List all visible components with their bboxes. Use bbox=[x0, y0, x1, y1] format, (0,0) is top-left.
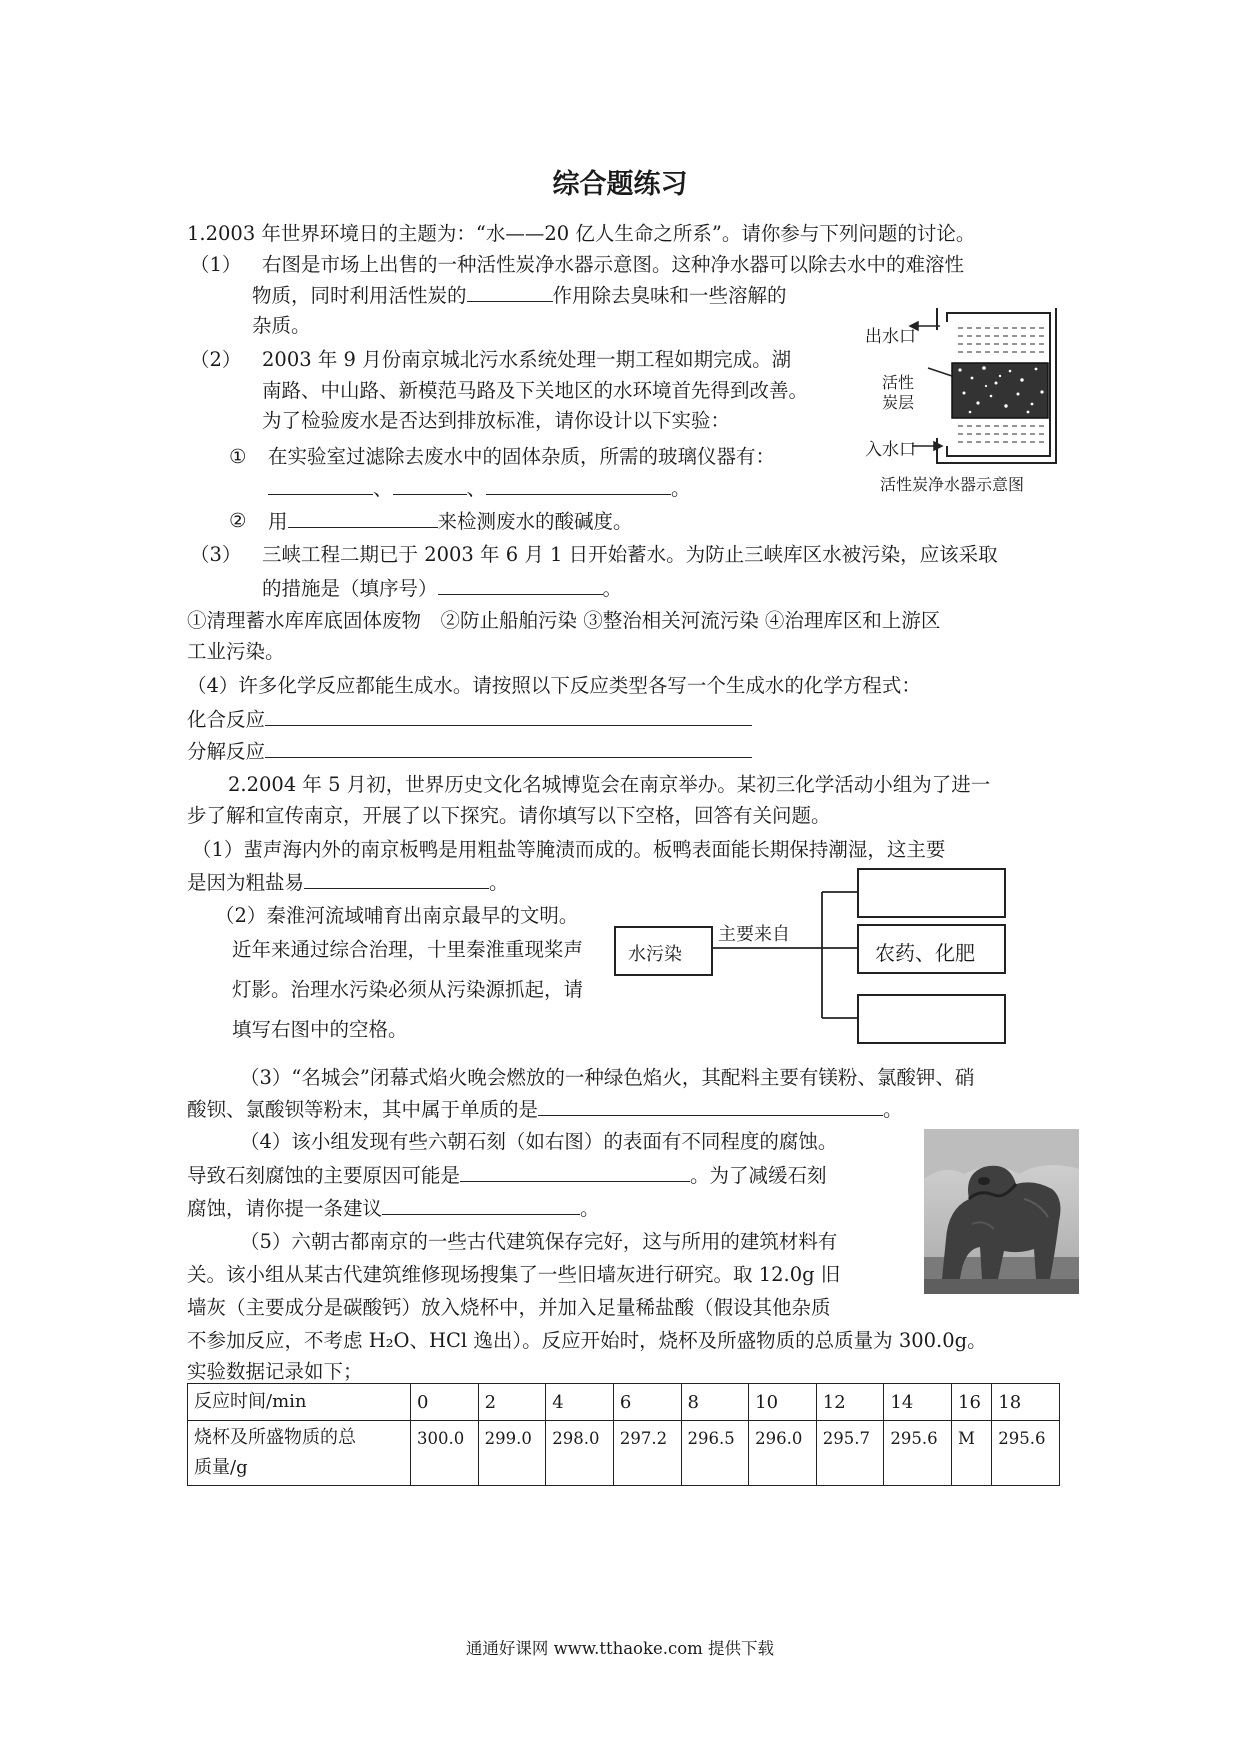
carbon-layer bbox=[952, 363, 1048, 418]
pollution-cause-box-top[interactable] bbox=[857, 868, 1006, 918]
q2-part5-line4: 不参加反应，不考虑 H₂O、HCl 逸出）。反应开始时，烧杯及所盛物质的总质量为 300.0g。 bbox=[187, 1329, 987, 1352]
table-header-mass-line1: 烧杯及所盛物质的总 bbox=[194, 1427, 356, 1448]
pollution-cause-box-middle bbox=[857, 924, 1006, 974]
q1-part2-number: （2） bbox=[190, 348, 242, 371]
q2-part2-line4: 填写右图中的空格。 bbox=[232, 1018, 408, 1041]
table-cell-time: 8 bbox=[681, 1384, 749, 1421]
q1-part4-label-b: 分解反应 bbox=[187, 740, 266, 763]
period: 。 bbox=[602, 577, 623, 600]
stone-carving-photo bbox=[924, 1129, 1079, 1294]
q2-part2-line3: 灯影。治理水污染必须从污染源抓起，请 bbox=[232, 978, 584, 1001]
q2-part1-line1: （1）蜚声海内外的南京板鸭是用粗盐等腌渍而成的。板鸭表面能长期保持潮湿，这主要 bbox=[192, 838, 946, 861]
period: 。 bbox=[489, 871, 509, 894]
q2-part2-line1: （2）秦淮河流域哺育出南京最早的文明。 bbox=[215, 904, 579, 927]
pollution-source-box bbox=[614, 926, 713, 976]
q1-sub2-text-b: 来检测废水的酸碱度。 bbox=[437, 510, 633, 533]
period: 。 bbox=[580, 1197, 600, 1220]
answer-blank-combination-equation[interactable] bbox=[265, 705, 752, 726]
q1-sub1-blanks bbox=[268, 474, 691, 503]
table-cell-mass: M bbox=[952, 1421, 992, 1486]
q1-sub2-number: ② bbox=[229, 509, 247, 532]
table-row-time bbox=[188, 1384, 1060, 1421]
answer-blank-ph-method[interactable] bbox=[288, 507, 438, 528]
stone-carving-image bbox=[924, 1129, 1079, 1294]
table-header-mass-line2: 质量/g bbox=[194, 1457, 248, 1478]
period: 。 bbox=[671, 477, 691, 500]
q2-part4-line1: （4）该小组发现有些六朝石刻（如右图）的表面有不同程度的腐蚀。 bbox=[240, 1130, 838, 1153]
table-cell-mass: 296.5 bbox=[681, 1421, 749, 1486]
q1-sub2-text-a: 用 bbox=[268, 510, 288, 533]
water-filter-figure bbox=[860, 308, 1060, 498]
table-cell-time: 18 bbox=[992, 1384, 1060, 1421]
table-cell-time: 14 bbox=[884, 1384, 952, 1421]
pollution-cause-box-bottom[interactable] bbox=[857, 994, 1006, 1044]
filter-layer-label-1: 活性 bbox=[882, 373, 915, 392]
q2-intro-line2: 步了解和宣传南京，开展了以下探究。请你填写以下空格，回答有关问题。 bbox=[187, 804, 831, 827]
table-row-mass bbox=[188, 1421, 1060, 1486]
q1-sub2-line bbox=[268, 507, 633, 536]
answer-blank-deliquescence[interactable] bbox=[304, 868, 489, 889]
q1-part4-line1: （4）许多化学反应都能生成水。请按照以下反应类型各写一个生成水的化学方程式： bbox=[187, 674, 921, 697]
filter-inlet-label: 入水口 bbox=[865, 440, 916, 460]
q1-part1-number: （1） bbox=[190, 253, 242, 276]
pollution-cause-middle-label: 农药、化肥 bbox=[875, 941, 975, 965]
answer-blank-element[interactable] bbox=[538, 1095, 883, 1116]
filter-layer-label-2: 炭层 bbox=[882, 393, 915, 412]
q2-part4-text-b: 。为了减缓石刻 bbox=[690, 1164, 827, 1187]
q2-part5-line3: 墙灰（主要成分是碳酸钙）放入烧杯中，并加入足量稀盐酸（假设其他杂质 bbox=[187, 1296, 831, 1319]
pollution-source-label: 水污染 bbox=[628, 944, 682, 965]
q1-part1-line3: 杂质。 bbox=[252, 314, 311, 337]
q2-part3-text-a: 酸钡、氯酸钡等粉末，其中属于单质的是 bbox=[187, 1098, 539, 1121]
q2-part1-line2 bbox=[187, 868, 509, 897]
page-title: 综合题练习 bbox=[552, 169, 688, 200]
q2-part3-line2 bbox=[187, 1095, 903, 1124]
separator: 、 bbox=[466, 477, 487, 500]
q1-part3-text-a: 的措施是（填序号） bbox=[262, 577, 438, 600]
answer-blank-glassware-1[interactable] bbox=[268, 474, 373, 495]
table-cell-time: 2 bbox=[478, 1384, 546, 1421]
table-cell-mass: 295.7 bbox=[816, 1421, 884, 1486]
page-footer: 通通好课网 www.tthaoke.com 提供下载 bbox=[465, 1639, 775, 1658]
q1-part4-combination bbox=[187, 705, 752, 734]
q2-part5-line2: 关。该小组从某古代建筑维修现场搜集了一些旧墙灰进行研究。取 12.0g 旧 bbox=[187, 1263, 841, 1286]
pollution-arrow-label: 主要来自 bbox=[718, 924, 790, 945]
table-cell-time: 0 bbox=[411, 1384, 479, 1421]
table-cell-time: 12 bbox=[816, 1384, 884, 1421]
q2-part4-line3 bbox=[187, 1194, 600, 1223]
table-cell-time: 6 bbox=[613, 1384, 681, 1421]
table-cell-mass: 295.6 bbox=[992, 1421, 1060, 1486]
q1-sub1-number: ① bbox=[229, 445, 247, 468]
table-cell-mass: 297.2 bbox=[613, 1421, 681, 1486]
answer-blank-suggestion[interactable] bbox=[382, 1194, 580, 1215]
table-header-mass bbox=[188, 1421, 411, 1486]
table-header-time: 反应时间/min bbox=[188, 1384, 411, 1421]
q2-part4-line2 bbox=[187, 1161, 827, 1190]
q2-part2-line2: 近年来通过综合治理，十里秦淮重现桨声 bbox=[232, 938, 584, 961]
q1-part2-line3: 为了检验废水是否达到排放标准，请你设计以下实验： bbox=[262, 409, 731, 432]
q1-part3-options-line1: ①清理蓄水库库底固体废物 ②防止船舶污染 ③整治相关河流污染 ④治理库区和上游区 bbox=[187, 609, 941, 632]
q1-part3-number: （3） bbox=[190, 543, 242, 566]
q1-part4-decomposition bbox=[187, 737, 752, 766]
q1-part2-line2: 南路、中山路、新模范马路及下关地区的水环境首先得到改善。 bbox=[262, 379, 809, 402]
answer-blank-adsorption[interactable] bbox=[467, 281, 553, 302]
q1-part1-text-b: 作用除去臭味和一些溶解的 bbox=[552, 284, 787, 307]
q2-part4-text-c: 腐蚀，请你提一条建议 bbox=[187, 1197, 383, 1220]
q2-part5-line1: （5）六朝古都南京的一些古代建筑保存完好，这与所用的建筑材料有 bbox=[240, 1230, 838, 1253]
q1-part3-line1: 三峡工程二期已于 2003 年 6 月 1 日开始蓄水。为防止三峡库区水被污染，应该采取 bbox=[262, 543, 998, 566]
answer-blank-corrosion-cause[interactable] bbox=[460, 1161, 690, 1182]
q1-part1-line2 bbox=[252, 281, 787, 310]
q1-part3-line2 bbox=[262, 574, 622, 603]
table-cell-mass: 296.0 bbox=[749, 1421, 817, 1486]
q1-sub1-text: 在实验室过滤除去废水中的固体杂质，所需的玻璃仪器有： bbox=[268, 445, 776, 468]
q1-part2-line1: 2003 年 9 月份南京城北污水系统处理一期工程如期完成。湖 bbox=[262, 348, 792, 371]
answer-blank-glassware-2[interactable] bbox=[393, 474, 467, 495]
q1-part1-line1: 右图是市场上出售的一种活性炭净水器示意图。这种净水器可以除去水中的难溶性 bbox=[262, 253, 965, 276]
table-cell-mass: 299.0 bbox=[478, 1421, 546, 1486]
separator: 、 bbox=[373, 477, 393, 500]
period: 。 bbox=[883, 1098, 903, 1121]
q2-part3-line1: （3）“名城会”闭幕式焰火晚会燃放的一种绿色焰火，其配料主要有镁粉、氯酸钾、硝 bbox=[240, 1066, 975, 1089]
table-cell-mass: 300.0 bbox=[411, 1421, 479, 1486]
table-cell-time: 16 bbox=[952, 1384, 992, 1421]
q1-part4-label-a: 化合反应 bbox=[187, 708, 266, 731]
q2-intro-line1: 2.2004 年 5 月初，世界历史文化名城博览会在南京举办。某初三化学活动小组为了进一 bbox=[228, 773, 991, 796]
q1-part1-text-a: 物质，同时利用活性炭的 bbox=[252, 284, 467, 307]
answer-blank-decomposition-equation[interactable] bbox=[265, 737, 752, 758]
experiment-data-table bbox=[187, 1383, 1060, 1486]
filter-outlet-label: 出水口 bbox=[865, 327, 916, 347]
table-cell-time: 10 bbox=[749, 1384, 817, 1421]
answer-blank-measures[interactable] bbox=[438, 574, 603, 595]
q2-part5-line5: 实验数据记录如下； bbox=[187, 1360, 363, 1383]
table-cell-time: 4 bbox=[546, 1384, 614, 1421]
answer-blank-glassware-3[interactable] bbox=[486, 474, 671, 495]
q1-intro: 1.2003 年世界环境日的主题为：“水——20 亿人生命之所系”。请你参与下列问题的讨论。 bbox=[187, 222, 976, 245]
table-cell-mass: 295.6 bbox=[884, 1421, 952, 1486]
q2-part1-text-a: 是因为粗盐易 bbox=[187, 871, 305, 894]
table-cell-mass: 298.0 bbox=[546, 1421, 614, 1486]
filter-caption: 活性炭净水器示意图 bbox=[880, 475, 1025, 494]
q1-part3-options-line2: 工业污染。 bbox=[187, 640, 285, 663]
q2-part4-text-a: 导致石刻腐蚀的主要原因可能是 bbox=[187, 1164, 461, 1187]
